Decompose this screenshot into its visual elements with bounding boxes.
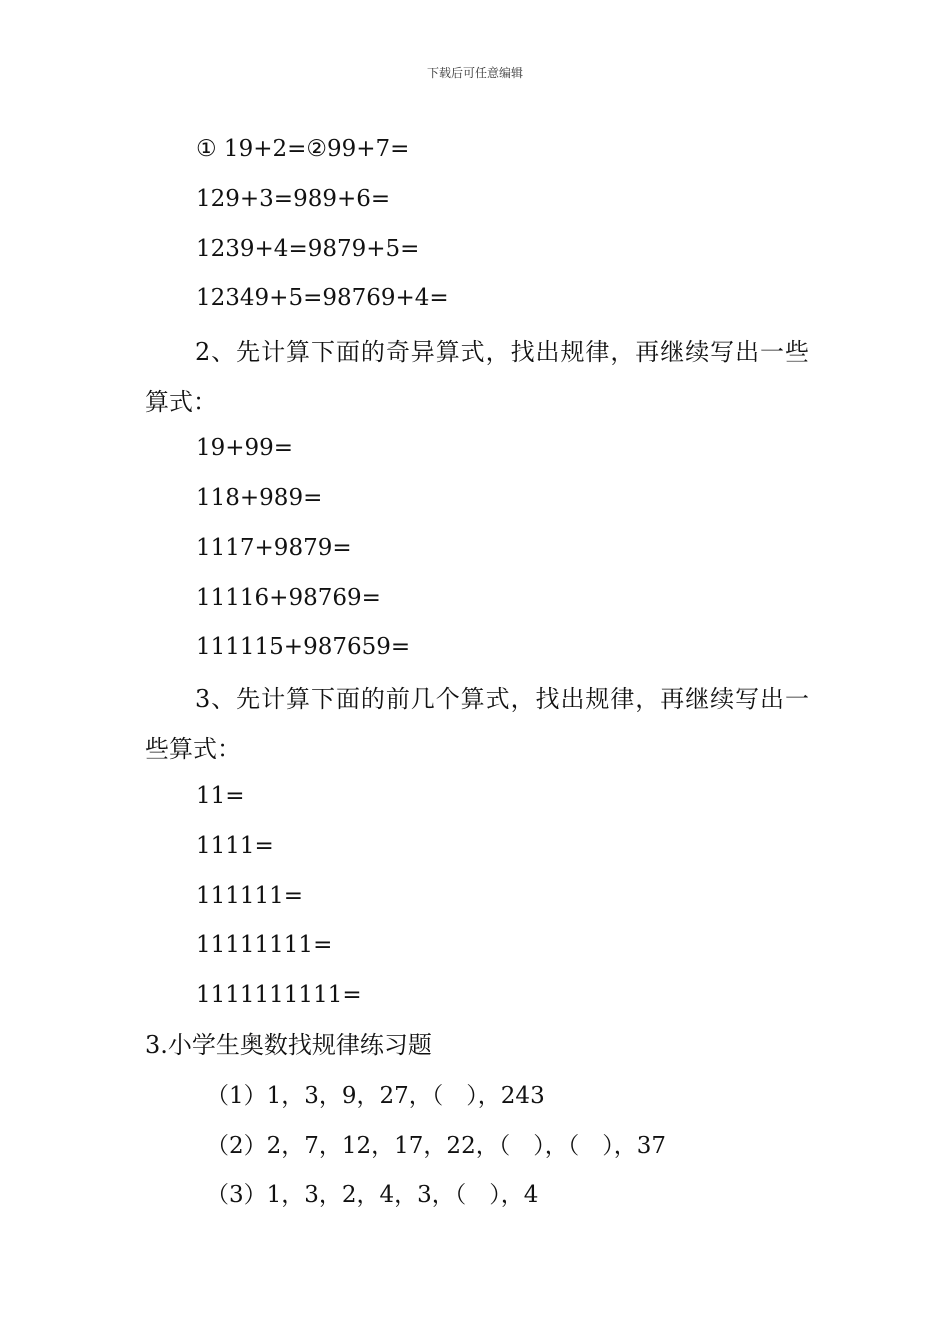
equation-row: 1111111111= <box>196 982 362 1008</box>
page-header: 下载后可任意编辑 <box>426 66 523 80</box>
equation-row: ① 19+2=②99+7= <box>196 136 410 162</box>
instruction-paragraph: 3、先计算下面的前几个算式，找出规律，再继续写出一些算式： <box>145 685 809 763</box>
equation-row: 11111111= <box>196 932 333 958</box>
equation-row: 129+3=989+6= <box>196 186 391 212</box>
equation-row: 11116+98769= <box>196 585 381 611</box>
instruction-paragraph: 2、先计算下面的奇异算式，找出规律，再继续写出一些算式： <box>145 338 809 416</box>
exercise-row: （3）1，3，2，4，3，（ ），4 <box>206 1182 539 1208</box>
equation-row: 111115+987659= <box>196 634 411 660</box>
equation-row: 19+99= <box>196 435 294 461</box>
equation-row: 1117+9879= <box>196 535 352 561</box>
exercise-row: （2）2，7，12，17，22，（ ），（ ），37 <box>206 1133 666 1159</box>
equation-row: 118+989= <box>196 485 323 511</box>
equation-row: 1239+4=9879+5= <box>196 236 420 262</box>
equation-row: 1111= <box>196 833 274 859</box>
equation-row: 11= <box>196 783 245 809</box>
exercise-row: （1）1，3，9，27，（ ），243 <box>206 1083 545 1109</box>
equation-row: 12349+5=98769+4= <box>196 285 449 311</box>
equation-row: 111111= <box>196 883 304 909</box>
section-heading: 3.小学生奥数找规律练习题 <box>145 1031 432 1059</box>
